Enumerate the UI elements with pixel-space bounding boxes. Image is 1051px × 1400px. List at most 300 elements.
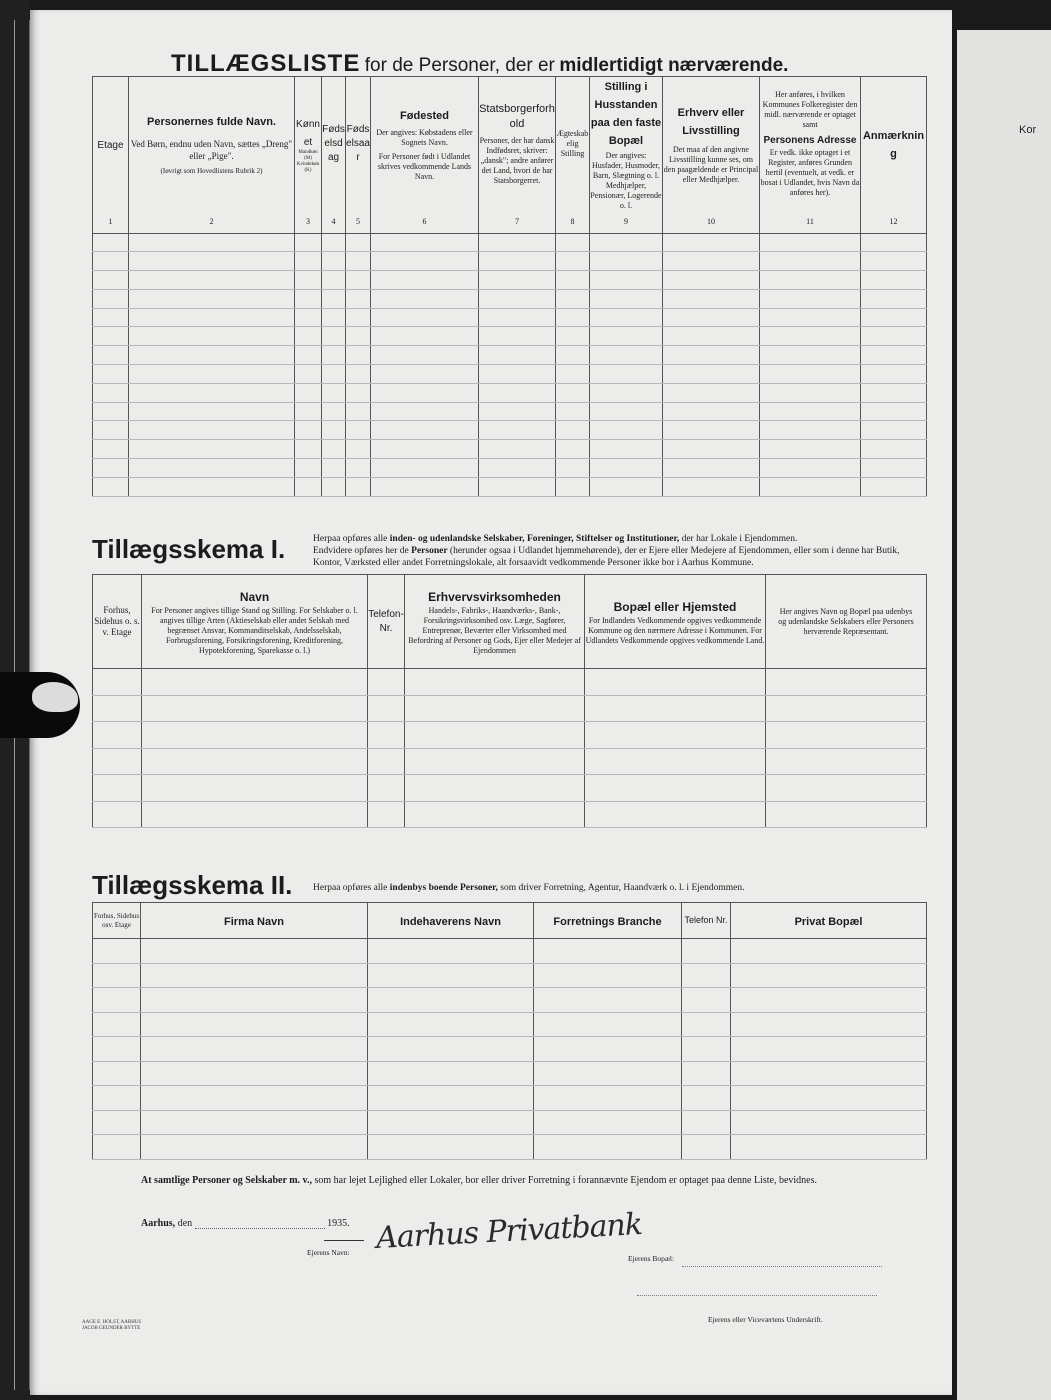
table-cell <box>760 440 861 459</box>
table-row <box>93 1135 927 1160</box>
table-cell <box>142 801 368 828</box>
table-cell <box>93 440 129 459</box>
table-row <box>93 402 927 421</box>
title-main: TILLÆGSLISTE <box>171 50 361 77</box>
header-adresse: Her anføres, i hvilken Kommunes Folkeregister den midl. nærværende er optaget samt Personens Adresse Er vedk. ikke optaget i et Register, anføres Grunden hertil (eventuelt, at vedk. er bosat i Udlandet, hvis Navn da anføres her). <box>760 77 861 212</box>
table-row <box>93 801 927 828</box>
table-cell <box>760 421 861 440</box>
table-cell <box>346 233 371 252</box>
table-cell <box>760 383 861 402</box>
table-cell <box>861 327 927 346</box>
table-cell <box>760 459 861 478</box>
table-cell <box>141 1086 368 1111</box>
table-cell <box>368 1012 534 1037</box>
address-blank <box>682 1266 882 1267</box>
table-row <box>93 346 927 365</box>
header-statsborger: Statsborgerforhold Personer, der har dansk Indfødsret, skriver: „dansk"; andre anfører det Land, hvori de har Statsborgerret. <box>479 77 556 212</box>
table-cell <box>322 440 346 459</box>
table-cell <box>663 289 760 308</box>
table-cell <box>663 421 760 440</box>
skema2-title: Tillægsskema II. <box>92 870 293 900</box>
table-cell <box>760 365 861 384</box>
facing-page <box>957 30 1051 1400</box>
table-cell <box>141 1037 368 1062</box>
table-cell <box>142 722 368 749</box>
table-row <box>93 365 927 384</box>
s1-header-repraesentant: Her angives Navn og Bopæl paa udenbys og udenlandske Selskabers eller Personers herværende Repræsentant. <box>766 575 927 669</box>
table-cell <box>142 775 368 802</box>
table-cell <box>368 722 405 749</box>
table-row <box>93 939 927 964</box>
table-cell <box>556 421 590 440</box>
table-cell <box>93 1086 141 1111</box>
table-cell <box>93 327 129 346</box>
table-cell <box>766 748 927 775</box>
table-cell <box>861 252 927 271</box>
table-cell <box>129 289 295 308</box>
table-cell <box>141 963 368 988</box>
table-cell <box>295 346 322 365</box>
table-row <box>93 327 927 346</box>
table-cell <box>346 440 371 459</box>
table-cell <box>590 346 663 365</box>
table-cell <box>590 459 663 478</box>
table-cell <box>861 233 927 252</box>
table-cell <box>368 695 405 722</box>
table-cell <box>405 801 585 828</box>
table-cell <box>93 365 129 384</box>
table-cell <box>760 402 861 421</box>
table-cell <box>760 327 861 346</box>
table-cell <box>93 695 142 722</box>
table-cell <box>479 289 556 308</box>
table-cell <box>766 801 927 828</box>
table-cell <box>93 669 142 696</box>
title-end: midlertidigt nærværende. <box>559 55 789 76</box>
table-cell <box>861 346 927 365</box>
table-cell <box>760 289 861 308</box>
table-cell <box>322 271 346 290</box>
table-cell <box>141 1012 368 1037</box>
table-cell <box>861 440 927 459</box>
table-cell <box>663 440 760 459</box>
table-cell <box>731 963 927 988</box>
table-cell <box>731 988 927 1013</box>
col-num-6: 6 <box>371 211 479 233</box>
table-cell <box>93 402 129 421</box>
table-cell <box>129 252 295 271</box>
table-cell <box>322 402 346 421</box>
table-row <box>93 1061 927 1086</box>
table-cell <box>93 383 129 402</box>
table-cell <box>129 233 295 252</box>
table-cell <box>295 383 322 402</box>
col-num-9: 9 <box>590 211 663 233</box>
facing-page-text: Kor <box>1019 124 1037 136</box>
table-cell <box>861 402 927 421</box>
table-cell <box>663 346 760 365</box>
title-middle: for de Personer, der er <box>364 55 555 76</box>
table-cell <box>129 327 295 346</box>
table-cell <box>295 459 322 478</box>
table-cell <box>556 383 590 402</box>
owner-address-label: Ejerens Bopæl: <box>628 1254 675 1263</box>
table-cell <box>731 1012 927 1037</box>
table-row <box>93 963 927 988</box>
col-num-8: 8 <box>556 211 590 233</box>
s1-header-bopael: Bopæl eller Hjemsted For Indlandets Vedkommende opgives vedkommende Kommune og den nærmere Adresse i Kommunen. For Udlandets Vedkommende opgives vedkommende Land. <box>585 575 766 669</box>
table-cell <box>766 695 927 722</box>
table-cell <box>129 459 295 478</box>
table-cell <box>479 308 556 327</box>
table-row <box>93 695 927 722</box>
table-cell <box>585 669 766 696</box>
table-cell <box>93 271 129 290</box>
table-cell <box>295 421 322 440</box>
table-cell <box>861 289 927 308</box>
table-cell <box>322 252 346 271</box>
table-cell <box>663 459 760 478</box>
table-cell <box>760 477 861 496</box>
table-cell <box>371 459 479 478</box>
s1-header-navn: Navn For Personer angives tillige Stand og Stilling. For Selskaber o. l. angives tillige Arten (Aktieselskab eller andet Selskab med begrænset Ansvar, Kommanditselskab, Andelsselskab, Forbrugsforening, Forsikringsforening, Kreditforening, Hypotekforening, Sparekasse o. l.) <box>142 575 368 669</box>
table-cell <box>585 801 766 828</box>
name-rule <box>324 1240 364 1241</box>
table-cell <box>766 775 927 802</box>
table-cell <box>760 233 861 252</box>
table-cell <box>295 233 322 252</box>
s1-header-telefon: Telefon-Nr. <box>368 575 405 669</box>
table-cell <box>322 459 346 478</box>
table-cell <box>322 365 346 384</box>
table-cell <box>93 1037 141 1062</box>
table-cell <box>129 477 295 496</box>
table-cell <box>142 748 368 775</box>
table-cell <box>93 346 129 365</box>
table-cell <box>346 308 371 327</box>
table-cell <box>405 669 585 696</box>
table-row <box>93 748 927 775</box>
table-cell <box>479 459 556 478</box>
s1-header-erhverv: Erhvervsvirksomheden Handels-, Fabriks-, Haandværks-, Bank-, Forsikringsvirksomhed osv. Læge, Sagfører, Entreprenør, Beværter eller Virksomhed med Befordring af Personer og Gods, Ejer eller Medejer af Ejendommen <box>405 575 585 669</box>
table-cell <box>346 402 371 421</box>
table-cell <box>590 271 663 290</box>
s1-header-etage: Forhus, Sidehus o. s. v. Etage <box>93 575 142 669</box>
table-cell <box>590 365 663 384</box>
page-title <box>171 50 788 78</box>
table-cell <box>479 421 556 440</box>
table-cell <box>663 402 760 421</box>
table-row <box>93 383 927 402</box>
table-cell <box>556 477 590 496</box>
table-row <box>93 459 927 478</box>
table-cell <box>590 402 663 421</box>
table-cell <box>346 365 371 384</box>
header-aegteskab: Ægteskabelig Stilling <box>556 77 590 212</box>
col-num-2: 2 <box>129 211 295 233</box>
table-cell <box>479 383 556 402</box>
table-cell <box>682 939 731 964</box>
table-cell <box>534 1037 682 1062</box>
table-cell <box>368 1061 534 1086</box>
header-foedselsaar: Fødselsaar <box>346 77 371 212</box>
attestation-statement: At samtlige Personer og Selskaber m. v., som har lejet Lejlighed eller Lokaler, bor eller driver Forretning i forannævnte Ejendom er optaget paa denne Liste, bevidnes. <box>141 1175 817 1186</box>
table-cell <box>129 308 295 327</box>
table-cell <box>141 1110 368 1135</box>
table-cell <box>663 327 760 346</box>
table-cell <box>93 1135 141 1160</box>
table-cell <box>861 271 927 290</box>
table-cell <box>346 289 371 308</box>
table-cell <box>93 459 129 478</box>
table-cell <box>346 383 371 402</box>
table-cell <box>590 308 663 327</box>
table-cell <box>93 289 129 308</box>
table-cell <box>682 988 731 1013</box>
table-cell <box>295 252 322 271</box>
table-cell <box>368 1037 534 1062</box>
table-cell <box>682 1061 731 1086</box>
table-cell <box>590 440 663 459</box>
table-cell <box>479 402 556 421</box>
table-row <box>93 271 927 290</box>
table-cell <box>479 327 556 346</box>
table-cell <box>322 327 346 346</box>
table-cell <box>93 308 129 327</box>
skema2-description: Herpaa opføres alle indenbys boende Personer, som driver Forretning, Agentur, Haandværk o. l. i Ejendommen. <box>313 883 745 893</box>
table-cell <box>322 289 346 308</box>
table-cell <box>682 1037 731 1062</box>
table-cell <box>93 1110 141 1135</box>
table-cell <box>585 775 766 802</box>
s2-header-telefon: Telefon Nr. <box>682 903 731 939</box>
table-cell <box>731 1037 927 1062</box>
table-cell <box>479 252 556 271</box>
thumb-holding-page <box>0 672 80 738</box>
table-cell <box>371 477 479 496</box>
table-cell <box>295 365 322 384</box>
table-cell <box>93 801 142 828</box>
table-cell <box>405 748 585 775</box>
table-cell <box>346 421 371 440</box>
table-cell <box>371 440 479 459</box>
col-num-10: 10 <box>663 211 760 233</box>
table-cell <box>556 459 590 478</box>
table-cell <box>141 1061 368 1086</box>
table-cell <box>534 1110 682 1135</box>
table-cell <box>534 988 682 1013</box>
table-cell <box>368 669 405 696</box>
date-blank <box>195 1228 325 1229</box>
table-row <box>93 1086 927 1111</box>
table-cell <box>368 988 534 1013</box>
table-cell <box>93 421 129 440</box>
table-row <box>93 252 927 271</box>
table-cell <box>141 1135 368 1160</box>
table-cell <box>371 346 479 365</box>
table-row <box>93 1110 927 1135</box>
table-cell <box>346 477 371 496</box>
table-cell <box>585 748 766 775</box>
table-cell <box>556 365 590 384</box>
table-cell <box>760 346 861 365</box>
col-num-1: 1 <box>93 211 129 233</box>
table-cell <box>479 477 556 496</box>
table-cell <box>766 669 927 696</box>
table-cell <box>663 271 760 290</box>
table-cell <box>760 252 861 271</box>
table-cell <box>368 963 534 988</box>
table-cell <box>731 1135 927 1160</box>
table-cell <box>368 1110 534 1135</box>
header-foedested: Fødested Der angives: Købstadens eller Sognets Navn. For Personer født i Udlandet skrives vedkommende Lands Navn. <box>371 77 479 212</box>
header-koennet: Kønnet Mandkøn (M) Kvindekøn (K) <box>295 77 322 212</box>
s2-header-firma: Firma Navn <box>141 903 368 939</box>
table-cell <box>585 722 766 749</box>
table-cell <box>479 440 556 459</box>
header-anmaerkning: Anmærkning <box>861 77 927 212</box>
table-cell <box>861 365 927 384</box>
printer-imprint: AAGE E. HOLST, AARHUS JACOB GEUNDER BYTTE <box>82 1320 142 1331</box>
table-cell <box>346 271 371 290</box>
table-cell <box>479 271 556 290</box>
s2-header-etage: Forhus, Sidehus osv. Etage <box>93 903 141 939</box>
table-cell <box>371 421 479 440</box>
table-cell <box>534 1061 682 1086</box>
table-cell <box>129 383 295 402</box>
skema1-header-row <box>93 575 927 669</box>
table-cell <box>556 308 590 327</box>
table-cell <box>295 440 322 459</box>
table-cell <box>556 233 590 252</box>
table-cell <box>93 1061 141 1086</box>
table-cell <box>590 383 663 402</box>
table-cell <box>760 271 861 290</box>
table-cell <box>371 402 479 421</box>
table-cell <box>682 1086 731 1111</box>
table-cell <box>663 233 760 252</box>
table-cell <box>93 233 129 252</box>
skema1-table-body <box>93 669 927 828</box>
table-cell <box>129 421 295 440</box>
table-cell <box>663 365 760 384</box>
table-cell <box>371 233 479 252</box>
table-cell <box>590 233 663 252</box>
table-cell <box>93 988 141 1013</box>
s2-header-indehaver: Indehaverens Navn <box>368 903 534 939</box>
table-row <box>93 722 927 749</box>
table-cell <box>861 383 927 402</box>
main-number-row <box>93 211 927 233</box>
table-cell <box>371 289 479 308</box>
skema1-table <box>92 574 927 828</box>
table-row <box>93 1037 927 1062</box>
table-cell <box>295 477 322 496</box>
table-cell <box>93 722 142 749</box>
signature-blank <box>637 1295 877 1296</box>
col-num-3: 3 <box>295 211 322 233</box>
table-cell <box>682 1012 731 1037</box>
header-navn: Personernes fulde Navn. Ved Børn, endnu uden Navn, sættes „Dreng" eller „Pige". (Iøvrigt som Hovedlistens Rubrik 2) <box>129 77 295 212</box>
table-row <box>93 289 927 308</box>
col-num-11: 11 <box>760 211 861 233</box>
city-label: Aarhus, <box>141 1218 176 1229</box>
table-cell <box>556 271 590 290</box>
table-cell <box>682 1135 731 1160</box>
table-cell <box>371 308 479 327</box>
table-cell <box>590 421 663 440</box>
signature-label: Ejerens eller Viceværtens Underskrift. <box>708 1315 823 1324</box>
table-cell <box>368 1086 534 1111</box>
table-cell <box>534 1012 682 1037</box>
table-cell <box>534 963 682 988</box>
table-cell <box>590 289 663 308</box>
table-cell <box>534 939 682 964</box>
table-cell <box>322 233 346 252</box>
table-cell <box>129 365 295 384</box>
table-cell <box>371 383 479 402</box>
table-cell <box>590 477 663 496</box>
table-row <box>93 775 927 802</box>
table-cell <box>142 669 368 696</box>
table-cell <box>129 271 295 290</box>
header-foedselsdag: Fødselsdag <box>322 77 346 212</box>
table-cell <box>556 346 590 365</box>
table-cell <box>93 252 129 271</box>
table-cell <box>590 327 663 346</box>
table-cell <box>295 271 322 290</box>
table-cell <box>556 402 590 421</box>
table-cell <box>731 1061 927 1086</box>
table-cell <box>346 327 371 346</box>
col-num-4: 4 <box>322 211 346 233</box>
table-cell <box>590 252 663 271</box>
table-cell <box>861 459 927 478</box>
table-cell <box>322 477 346 496</box>
table-cell <box>682 1110 731 1135</box>
skema2-table <box>92 902 927 1160</box>
table-cell <box>129 440 295 459</box>
table-cell <box>295 289 322 308</box>
table-cell <box>93 1012 141 1037</box>
table-cell <box>322 383 346 402</box>
table-cell <box>322 346 346 365</box>
table-cell <box>556 327 590 346</box>
table-cell <box>141 988 368 1013</box>
table-cell <box>479 365 556 384</box>
tillaegsliste-table <box>92 76 927 497</box>
table-cell <box>556 440 590 459</box>
table-cell <box>405 775 585 802</box>
table-cell <box>322 421 346 440</box>
header-etage: Etage <box>93 77 129 212</box>
table-cell <box>295 402 322 421</box>
table-cell <box>731 939 927 964</box>
table-cell <box>346 459 371 478</box>
table-cell <box>534 1135 682 1160</box>
table-row <box>93 988 927 1013</box>
table-cell <box>371 252 479 271</box>
den-label: den <box>177 1218 193 1229</box>
table-cell <box>371 327 479 346</box>
date-line <box>141 1218 350 1229</box>
table-cell <box>93 775 142 802</box>
table-cell <box>368 1135 534 1160</box>
year-label: 1935. <box>327 1218 350 1229</box>
table-cell <box>368 748 405 775</box>
table-cell <box>663 383 760 402</box>
table-cell <box>371 271 479 290</box>
